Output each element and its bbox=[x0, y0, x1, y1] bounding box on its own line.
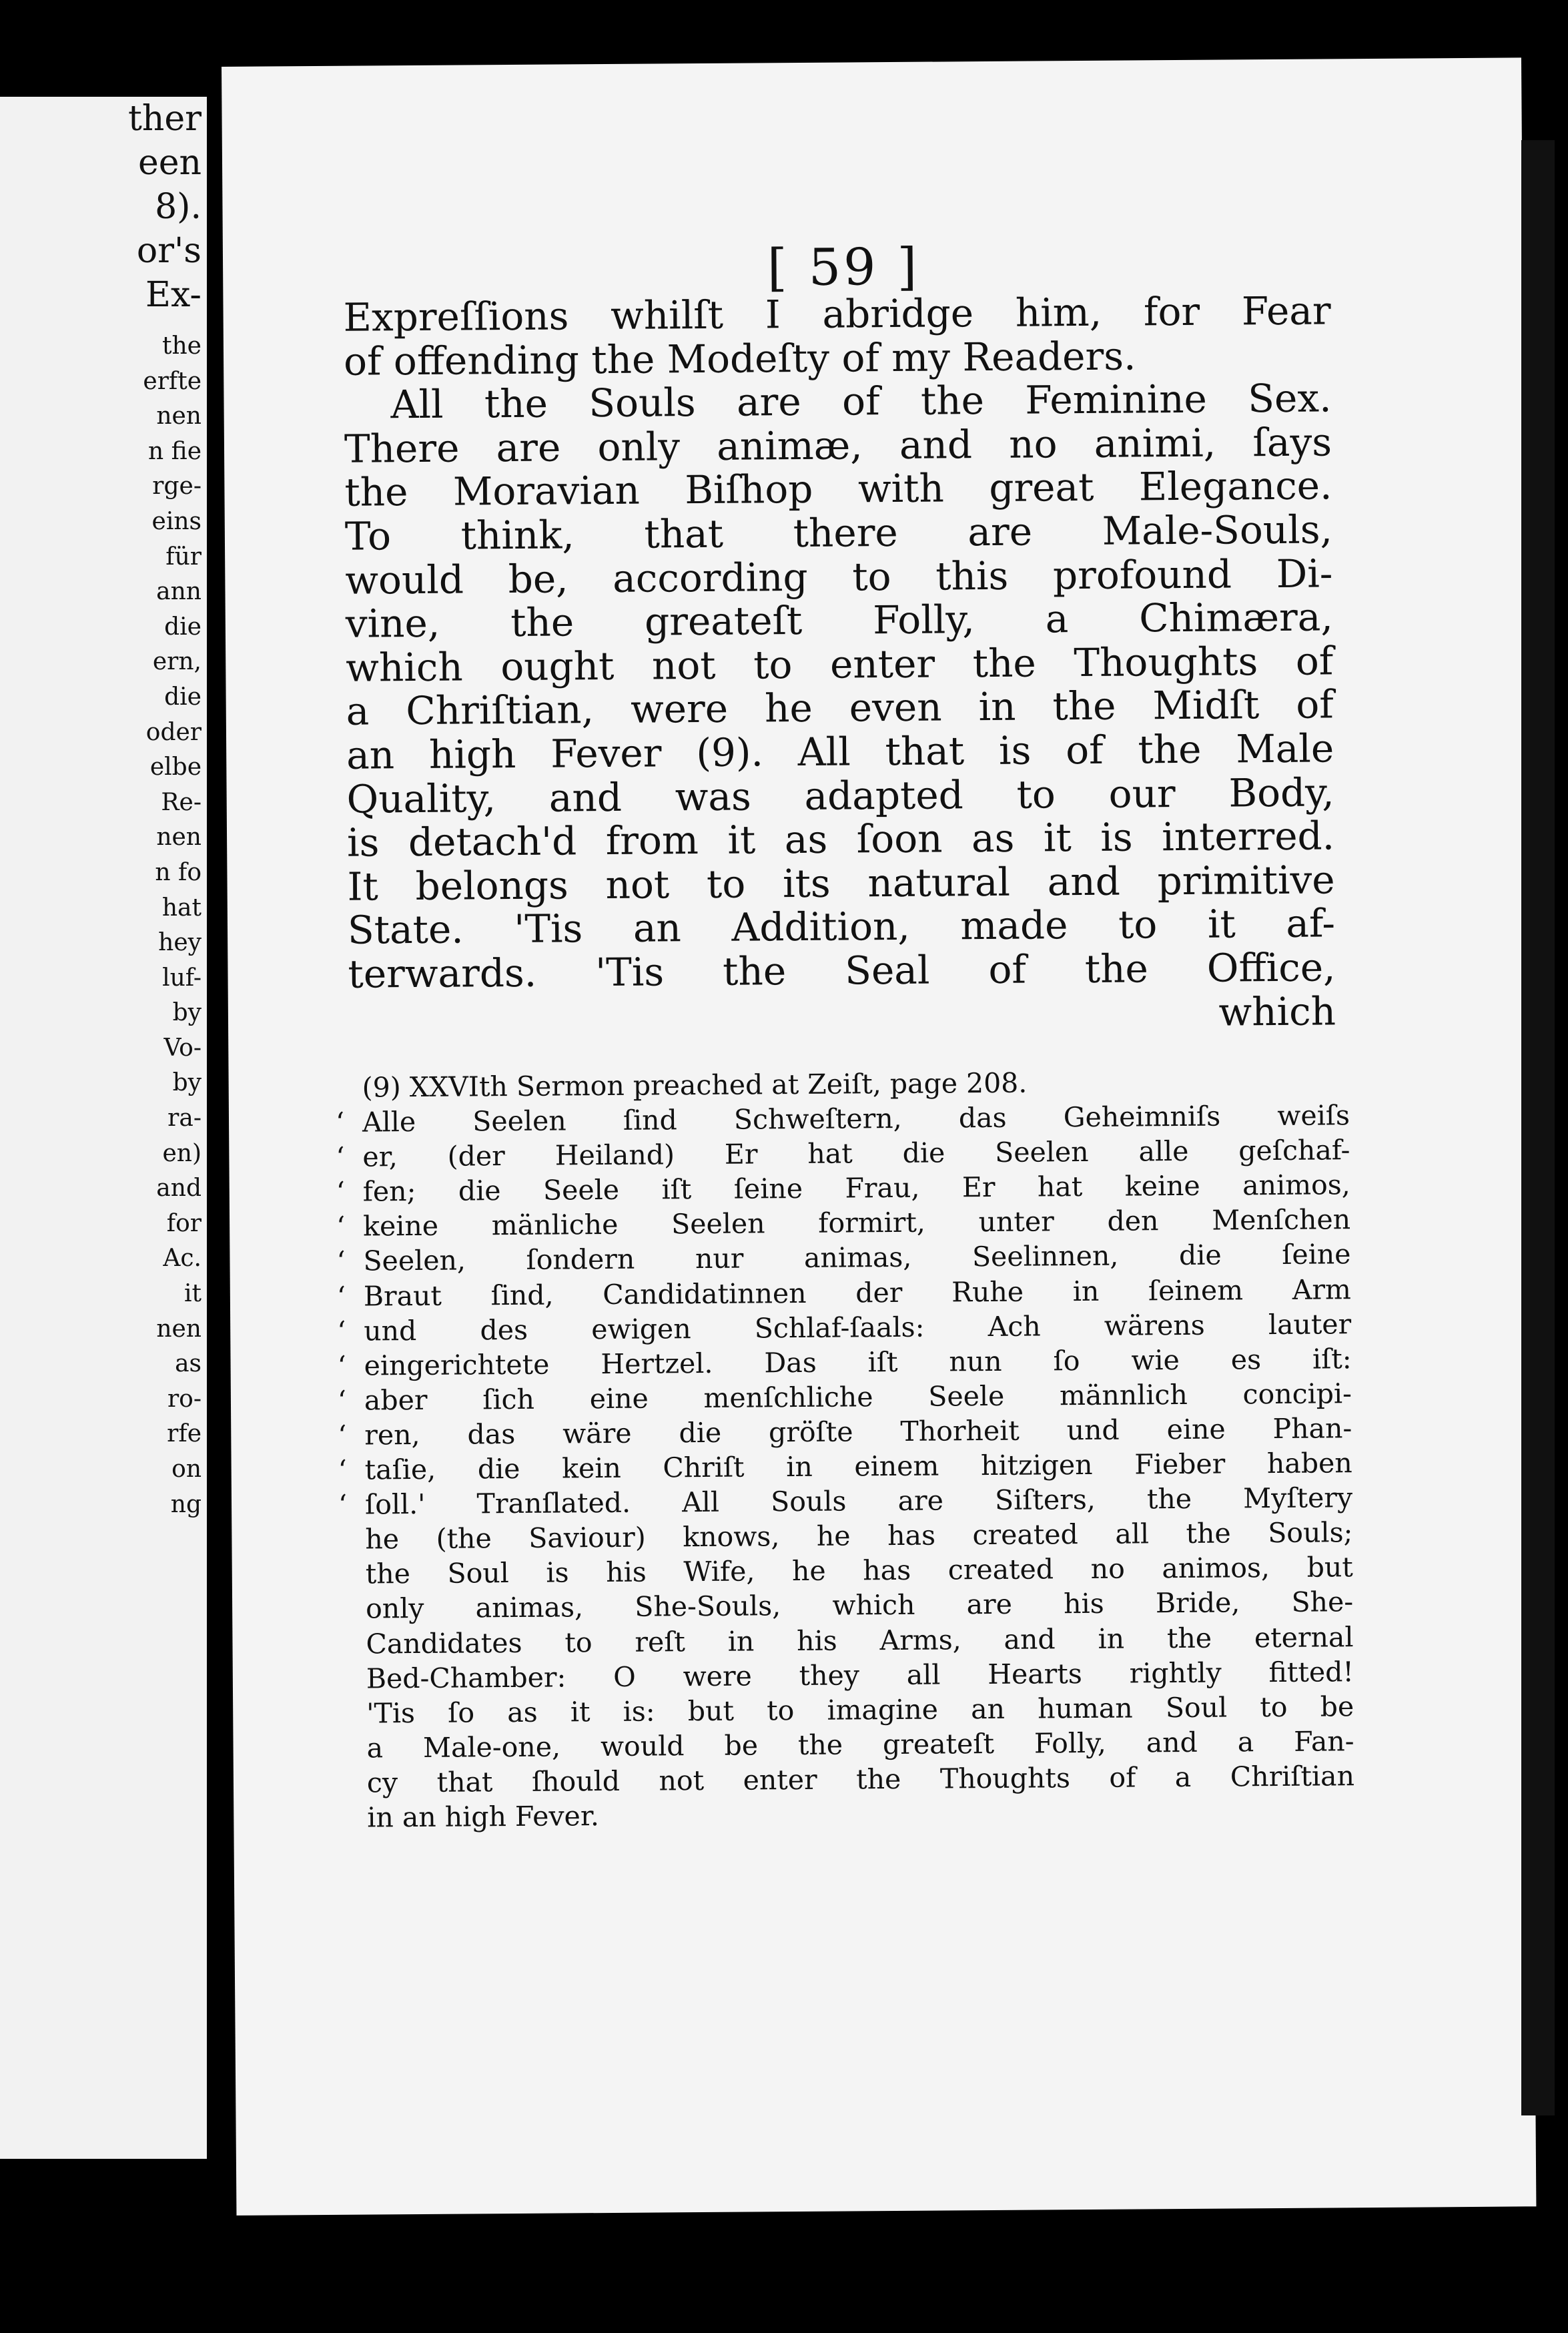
left-fragment-line: rge- bbox=[152, 472, 202, 501]
left-fragment-line: hey bbox=[158, 929, 202, 957]
body-line: All the Souls are of the Feminine Sex. bbox=[390, 375, 1332, 428]
body-line: vine, the greateſt Folly, a Chimæra, bbox=[345, 594, 1334, 647]
left-fragment-line: een bbox=[137, 143, 202, 183]
body-line: a Chriſtian, were he even in the Midſt of bbox=[346, 681, 1334, 735]
left-fragment-line: für bbox=[165, 543, 202, 571]
body-line: Quality, and was adapted to our Body, bbox=[346, 769, 1334, 822]
left-fragment-line: ann bbox=[156, 578, 202, 606]
quote-mark: ‘ bbox=[336, 1176, 345, 1209]
quote-mark: ‘ bbox=[336, 1245, 346, 1278]
quote-mark: ‘ bbox=[337, 1349, 346, 1382]
left-fragment-line: Ac. bbox=[163, 1245, 202, 1273]
quote-mark: ‘ bbox=[337, 1315, 346, 1347]
left-fragment-line: on bbox=[171, 1455, 202, 1483]
body-line: an high Fever (9). All that is of the Male bbox=[346, 725, 1334, 778]
body-line: terwards. 'Tis the Seal of the Office, bbox=[348, 944, 1336, 997]
left-fragment-line: erfte bbox=[143, 367, 202, 395]
left-fragment-line: ern, bbox=[152, 648, 202, 676]
left-fragment-line: die bbox=[164, 613, 202, 641]
quote-mark: ‘ bbox=[337, 1384, 347, 1417]
quote-mark: ‘ bbox=[338, 1453, 347, 1486]
footnote-line-text: the Soul is his Wife, he has created no animos, but bbox=[365, 1551, 1353, 1590]
footnote-line-text: Braut ſind, Candidatinnen der Ruhe in ſeinem Arm bbox=[363, 1273, 1351, 1313]
left-fragment-line: nen bbox=[156, 402, 202, 430]
quote-mark: ‘ bbox=[336, 1140, 345, 1174]
body-line: There are only animæ, and no animi, ſays bbox=[344, 419, 1332, 472]
footnote-line-text: und des ewigen Schlaf-ſaals: Ach wärens lauter bbox=[364, 1307, 1352, 1347]
right-page bbox=[222, 57, 1536, 2216]
footnote-line-text: Seelen, ſondern nur animas, Seelinnen, die ſeine bbox=[363, 1238, 1351, 1278]
left-fragment-line: 8). bbox=[155, 187, 202, 227]
footnote-line-text: cy that ſhould not enter the Thoughts of a Chriſtian bbox=[366, 1760, 1355, 1799]
left-fragment-line: by bbox=[172, 1069, 202, 1097]
footnote-line-text: Alle Seelen ſind Schweſtern, das Geheimniſs weiſs bbox=[362, 1099, 1350, 1138]
quote-mark: ‘ bbox=[336, 1211, 346, 1243]
footnote-line-text: a Male-one, would be the greateſt Folly, and a Fan- bbox=[366, 1724, 1354, 1764]
footnote-line-text: Candidates to reſt in his Arms, and in the eternal bbox=[366, 1620, 1354, 1660]
footnote bbox=[335, 1063, 1355, 1835]
left-fragment-line: eins bbox=[151, 507, 202, 535]
left-fragment-line: Ex- bbox=[145, 275, 202, 315]
left-fragment-line: oder bbox=[145, 718, 202, 746]
left-fragment-line: n fie bbox=[148, 437, 202, 465]
body-line: the Moravian Biſhop with great Elegance. bbox=[344, 462, 1332, 516]
left-fragment-line: ther bbox=[127, 99, 202, 139]
left-fragment-line: nen bbox=[156, 823, 202, 852]
left-fragment-line: by bbox=[172, 999, 202, 1027]
footnote-line-text: keine mänliche Seelen formirt, unter den Menſchen bbox=[362, 1203, 1351, 1243]
footnote-line bbox=[367, 1758, 1354, 1800]
left-facing-page bbox=[0, 97, 207, 2159]
page-edge bbox=[1521, 140, 1555, 2115]
footnote-line bbox=[336, 1237, 1351, 1279]
body-line: It belongs not to its natural and primitive bbox=[347, 857, 1335, 910]
left-fragment-line: Re- bbox=[161, 788, 202, 816]
footnote-line-text: 'Tis ſo as it is: but to imagine an human Soul to be bbox=[366, 1690, 1354, 1730]
left-page-text-fragments bbox=[1, 97, 202, 1522]
quote-mark: ‘ bbox=[338, 1488, 348, 1521]
body-line: would be, according to this profound Di- bbox=[345, 550, 1333, 603]
footnote-line-text: only animas, She-Souls, which are his Bride, She- bbox=[365, 1586, 1354, 1625]
main-body-text bbox=[343, 289, 1336, 1040]
footnote-line-text: he (the Saviour) knows, he has created all the Souls; bbox=[365, 1516, 1353, 1556]
left-fragment-line: hat bbox=[161, 894, 202, 922]
footnote-line bbox=[366, 1585, 1353, 1626]
body-line: which ought not to enter the Thoughts of bbox=[346, 638, 1334, 691]
footnote-line-text: eingerichtete Hertzel. Das iſt nun ſo wie es iſt: bbox=[364, 1342, 1352, 1382]
body-line: which bbox=[1218, 988, 1336, 1035]
left-fragment-line: ro- bbox=[167, 1385, 202, 1413]
footnote-line-text: (9) XXVIth Sermon preached at Zeiſt, page 208. bbox=[362, 1066, 1028, 1104]
left-fragment-line: and bbox=[156, 1175, 202, 1203]
footnote-line-text: ſoll.' Tranſlated. All Souls are Siſters, the Myſtery bbox=[364, 1481, 1353, 1521]
left-fragment-line: Vo- bbox=[163, 1034, 202, 1062]
left-fragment-line: nen bbox=[156, 1315, 202, 1343]
book-gutter bbox=[207, 97, 222, 2139]
left-fragment-line: die bbox=[164, 683, 202, 711]
footnote-line-text: taſie, die kein Chriſt in einem hitzigen Fieber haben bbox=[364, 1447, 1352, 1486]
footnote-line-text: fen; die Seele iſt ſeine Frau, Er hat keine animos, bbox=[362, 1169, 1350, 1208]
left-fragment-line: ra- bbox=[167, 1104, 202, 1132]
left-fragment-line: luf- bbox=[162, 964, 202, 992]
quote-mark: ‘ bbox=[336, 1280, 346, 1313]
body-line: Expreſſions whilſt I abridge him, for Fear bbox=[343, 288, 1331, 340]
left-fragment-line: en) bbox=[162, 1139, 202, 1167]
quote-mark: ‘ bbox=[338, 1419, 347, 1451]
left-fragment-line: the bbox=[162, 332, 202, 360]
left-fragment-line: n fo bbox=[155, 858, 202, 886]
left-fragment-line: as bbox=[175, 1350, 202, 1378]
left-fragment-line: elbe bbox=[149, 753, 202, 781]
footnote-line bbox=[367, 1793, 1354, 1835]
left-fragment-line: or's bbox=[136, 231, 202, 271]
quote-mark: ‘ bbox=[335, 1106, 345, 1138]
body-line: To think, that there are Male-Souls, bbox=[344, 507, 1333, 559]
body-line: State. 'Tis an Addition, made to it af- bbox=[347, 900, 1336, 954]
footnote-line-text: aber ſich eine menſchliche Seele männlich concipi- bbox=[364, 1377, 1352, 1417]
footnote-line-text: in an high Fever. bbox=[367, 1800, 600, 1834]
page-number: [ 59 ] bbox=[767, 236, 920, 298]
left-fragment-line: for bbox=[166, 1209, 202, 1237]
body-line: is detach'd from it as ſoon as it is interred. bbox=[346, 813, 1335, 866]
body-line: of offending the Modeſty of my Readers. bbox=[343, 333, 1136, 384]
left-fragment-line: it bbox=[184, 1280, 202, 1308]
left-fragment-line: rfe bbox=[167, 1420, 202, 1448]
left-fragment-line: ng bbox=[170, 1490, 202, 1518]
footnote-line-text: ren, das wäre die gröſte Thorheit und eine Phan- bbox=[364, 1412, 1352, 1451]
footnote-line-text: Bed-Chamber: O were they all Hearts rightly fitted! bbox=[366, 1655, 1354, 1695]
footnote-line-text: er, (der Heiland) Er hat die Seelen alle geſchaf- bbox=[362, 1134, 1350, 1173]
